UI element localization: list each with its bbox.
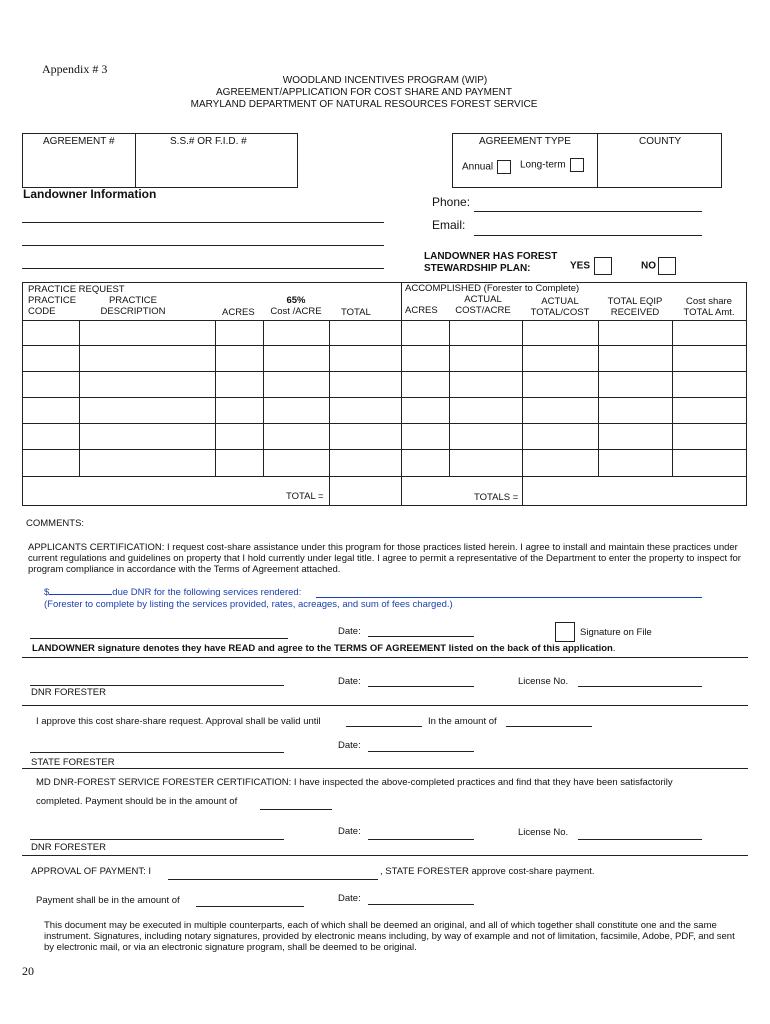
approval-of-payment-label: APPROVAL OF PAYMENT: I [31,866,152,877]
landowner-address-line[interactable] [22,245,384,246]
dnr-forester-label: DNR FORESTER [31,842,106,853]
col-line [449,320,450,477]
cost-share-header [674,296,744,318]
total-header: TOTAL [341,307,371,318]
landowner-date-line[interactable] [368,636,474,637]
row-line [22,371,746,372]
yes-checkbox[interactable] [594,257,612,275]
date-label: Date: [338,893,361,904]
md-cert-line-2: completed. Payment should be in the amount of [36,796,238,807]
due-note: (Forester to complete by listing the services provided, rates, acreages, and sum of fees charged.) [44,599,453,610]
practice-description-header [96,295,170,317]
col-line [263,320,264,477]
header-text: TOTAL Amt. [683,307,735,318]
header-text: PRACTICE [28,295,77,306]
state-forester-label: STATE FORESTER [31,757,115,768]
due-text: due DNR for the following services rendered: [112,587,302,598]
no-label: NO [641,260,656,272]
total-equals-label: TOTAL = [286,491,324,502]
note-text: TERMS OF AGREEMENT [333,643,447,654]
col-line [598,320,599,477]
practice-request-label: PRACTICE REQUEST [28,284,125,295]
license-2-line[interactable] [578,839,702,840]
ss-fid-label: S.S.# OR F.I.D. # [170,136,247,147]
phone-label: Phone: [432,195,471,209]
col-line [79,320,80,477]
totals-equals-label: TOTALS = [474,492,519,503]
header-line-3: MARYLAND DEPARTMENT OF NATURAL RESOURCES FOREST SERVICE [190,99,538,110]
appendix-label: Appendix # 3 [42,62,108,76]
section-divider [22,855,748,856]
header-text: DESCRIPTION [100,306,166,317]
actual-cost-header [450,294,516,316]
dnr-forester-signature-line[interactable] [30,685,284,686]
col-line [215,320,216,477]
note-text: LANDOWNER signature denotes they have [32,643,229,654]
no-checkbox[interactable] [658,257,676,275]
header-line-2: AGREEMENT/APPLICATION FOR COST SHARE AND PAYMENT [216,87,512,98]
date-label: Date: [338,676,361,687]
license-label: License No. [518,827,569,838]
signature-on-file-label: Signature on File [580,627,652,638]
final-payment-line[interactable] [196,906,304,907]
no-option[interactable] [641,257,676,275]
amount-of-label: In the amount of [428,716,497,727]
section-divider [22,768,748,769]
header-text: COST/ACRE [455,305,511,316]
row-line [22,476,746,477]
yes-option[interactable] [570,257,612,275]
header-text: TOTAL EQIP [607,296,663,307]
payment-date-line[interactable] [368,904,474,905]
due-prefix: $ [44,587,50,598]
header-text: RECEIVED [610,307,660,318]
header-text: Cost share [686,296,732,307]
header-text: CODE [28,306,56,317]
stewardship-line-1: LANDOWNER HAS FOREST [424,251,558,262]
email-label: Email: [432,218,466,232]
due-dnr-line [44,587,301,598]
col-line [329,320,330,505]
state-forester-name-line[interactable] [168,879,378,880]
section-divider [22,657,748,658]
state-forester-approve-text: , STATE FORESTER approve cost-share payment. [380,866,595,877]
approve-text: I approve this cost share-share request. Approval shall be valid until [36,716,321,727]
header-text: PRACTICE [108,295,158,306]
long-term-option[interactable] [520,158,584,172]
divider [135,133,136,187]
total-eqip-header [599,296,671,318]
county-label: COUNTY [639,136,682,147]
dnr-forester-2-date-line[interactable] [368,839,474,840]
table-divider [401,282,402,505]
cost-per-acre-header [263,295,329,317]
section-divider [22,705,748,706]
applicant-certification: APPLICANTS CERTIFICATION: I request cost-share assistance under this program for those practices listed herein. I agree to install and maintain these practices under current regulations and guidelines on property that I hold currently under legal title. I agree to permit a representative of the Department to enter the property to inspect for program compliance in accordance with the Terms of Agreement attached. [28,542,741,575]
annual-checkbox[interactable] [497,160,511,174]
row-line [22,449,746,450]
valid-until-line[interactable] [346,726,422,727]
annual-label: Annual [462,161,494,173]
acres-accomplished-header: ACRES [405,305,438,316]
col-line [522,320,523,505]
landowner-heading: Landowner Information [23,187,157,201]
practice-code-header [28,295,76,317]
row-line [22,320,746,321]
divider [597,133,598,187]
payment-amount-label: Payment shall be in the amount of [36,895,180,906]
landowner-signature-line[interactable] [30,638,288,639]
dnr-forester-label: DNR FORESTER [31,687,106,698]
row-line [22,397,746,398]
col-line [672,320,673,477]
signature-on-file-checkbox[interactable] [555,622,575,642]
note-text: READ [228,643,256,654]
dnr-forester-2-signature-line[interactable] [30,839,284,840]
header-text: TOTAL/COST [530,307,590,318]
yes-label: YES [570,260,591,272]
license-line[interactable] [578,686,702,687]
note-text: listed on the back of this application [446,643,613,654]
approval-amount-line[interactable] [506,726,592,727]
license-label: License No. [518,676,569,687]
accomplished-label: ACCOMPLISHED (Forester to Complete) [405,283,580,294]
header-text: ACTUAL [464,294,502,305]
note-text: . [612,643,616,654]
header-text: ACTUAL [541,296,579,307]
long-term-label: Long-term [520,159,566,171]
page-number: 20 [22,964,34,978]
date-label: Date: [338,626,361,637]
date-label: Date: [338,740,361,751]
state-forester-date-line[interactable] [368,751,474,752]
md-cert-line-1: MD DNR-FOREST SERVICE FORESTER CERTIFICATION: I have inspected the above-completed practices and find that they have been satisfactorily [36,777,673,788]
landowner-city-line[interactable] [22,268,384,269]
note-text: and agree to the [255,643,334,654]
header-line-1: WOODLAND INCENTIVES PROGRAM (WIP) [282,75,488,86]
state-forester-signature-line[interactable] [30,752,284,753]
row-line [22,345,746,346]
payment-amount-line[interactable] [260,809,332,810]
phone-line[interactable] [474,211,702,212]
landowner-terms-note [32,643,615,654]
annual-option[interactable] [462,160,511,174]
stewardship-line-2: STEWARDSHIP PLAN: [424,263,531,274]
actual-total-header [522,296,598,318]
landowner-name-line[interactable] [22,222,384,223]
services-line[interactable] [316,597,702,598]
row-line [22,423,746,424]
acres-header: ACRES [222,307,255,318]
agreement-type-label: AGREEMENT TYPE [479,136,571,147]
comments-label: COMMENTS: [26,518,85,529]
long-term-checkbox[interactable] [570,158,584,172]
agreement-number-label: AGREEMENT # [43,136,115,147]
date-label: Date: [338,826,361,837]
header-text: Cost /ACRE [270,306,322,317]
due-amount-blank[interactable] [49,594,112,595]
dnr-forester-date-line[interactable] [368,686,474,687]
header-text: 65% [286,295,306,306]
counterparts-clause: This document may be executed in multiple counterparts, each of which shall be deemed an original, and all of which together shall constitute one and the same instrument. Signatures, including notary signatures, provided by electronic means including, by way of example and not of limitation, facsimile, Adobe, PDF, and sent by electronic mail, or via an electronic signature program, shall be deemed to be original. [44,920,735,953]
email-line[interactable] [474,235,702,236]
